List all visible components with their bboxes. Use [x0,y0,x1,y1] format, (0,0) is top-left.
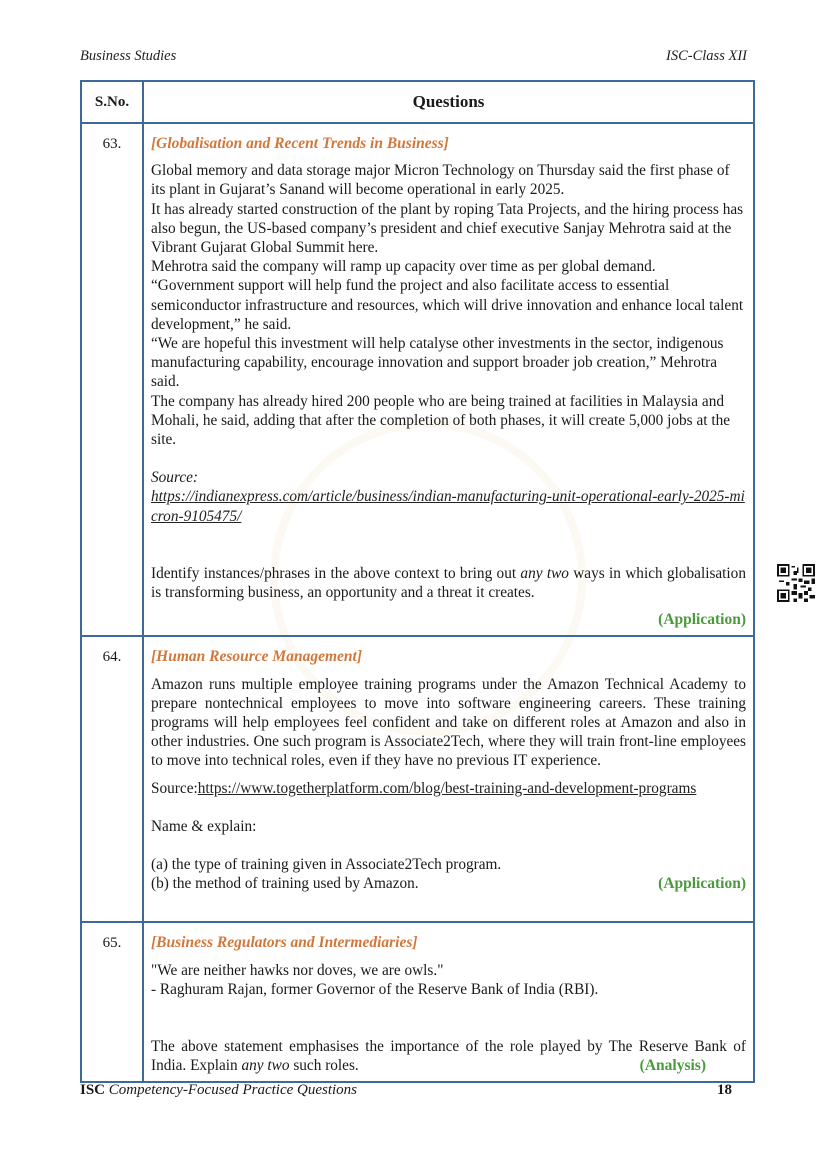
quote-attribution: - Raghuram Rajan, former Governor of the Reserve Bank of India (RBI). [151,980,599,998]
source-label: Source: [151,779,198,797]
table-row [81,123,754,636]
question-topic: [Globalisation and Recent Trends in Business] [151,135,449,152]
question-number: 64. [81,636,143,922]
column-header-questions: Questions [143,81,754,123]
question-topic: [Human Resource Management] [151,648,362,666]
source-link[interactable]: https://indianexpress.com/article/business/indian-manufacturing-unit-operational-early-2025-micron-9105475/ [151,488,745,525]
table-row [81,922,754,1082]
competency-tag: (Application) [658,611,746,629]
question-part-a: (a) the type of training given in Associate2Tech program. [151,856,502,874]
table-header-row [81,81,754,123]
passage-paragraph: Mehrotra said the company will ramp up capacity over time as per global demand. [151,258,656,276]
running-header-subject: Business Studies [80,48,177,64]
page-number: 18 [717,1082,732,1098]
question-text [151,1037,746,1075]
source-label: Source: [151,469,199,487]
question-text [151,564,746,602]
page-footer [80,1082,732,1099]
question-part-b: (b) the method of training used by Amazon. [151,875,419,893]
qr-code-icon[interactable] [777,563,815,603]
source-line [151,779,746,798]
question-cell [143,123,754,636]
table-row [81,636,754,922]
running-header-class: ISC-Class XII [666,48,747,64]
competency-tag: (Application) [658,875,746,893]
question-text-part: The above statement emphasises the importance of the role played by The Reserve Bank of India. Explain [151,1038,746,1075]
question-cell [143,922,754,1082]
question-number: 63. [81,123,143,636]
question-emphasis: any two [520,564,569,582]
passage-paragraph: Global memory and data storage major Micron Technology on Thursday said the first phase of its plant in Gujarat’s Sanand will become operational in early 2025. [151,162,730,199]
question-text-part: such roles. [289,1057,359,1075]
footer-doc-title: Competency-Focused Practice Questions [108,1082,358,1098]
competency-tag: (Analysis) [639,1057,706,1075]
passage-paragraph: It has already started construction of the plant by roping Tata Projects, and the hiring process has also begun, the US-based company’s president and chief executive Sanjay Mehrotra said at the Vibrant Gujarat Global Summit here. [151,200,744,257]
passage-paragraph: “We are hopeful this investment will help catalyse other investments in the sector, indigenous manufacturing capability, encourage innovation and support broader job creation,” Mehrotra said. [151,335,724,391]
source-link[interactable]: https://www.togetherplatform.com/blog/best-training-and-development-programs [197,779,697,797]
question-topic: [Business Regulators and Intermediaries] [151,934,418,952]
question-number: 65. [81,922,143,1082]
footer-title [80,1082,357,1099]
question-cell [143,636,754,922]
passage-paragraph: Amazon runs multiple employee training programs under the Amazon Technical Academy to prepare nontechnical employees to move into software engineering careers. These training programs will help employees feel confident and take on different roles at Amazon and also in other industries. One such program is Associate2Tech, where they will train front-line employees to move into technical roles, even if they have no previous IT experience. [151,675,746,770]
question-text-part: ways in which globalisation is transforming business, an opportunity and a threat it creates. [151,564,746,602]
question-text-part: Identify instances/phrases in the above context to bring out [151,564,521,582]
question-part-b-row [151,874,746,893]
questions-table [80,80,755,1083]
column-header-sno: S.No. [81,81,143,123]
footer-brand: ISC [80,1082,106,1098]
question-emphasis: any two [241,1057,290,1075]
passage-paragraph: “Government support will help fund the project and also facilitate access to essential semiconductor infrastructure and resources, which will drive innovation and enhance local talent development,” he said. [151,277,744,333]
instruction-text: Name & explain: [151,817,257,835]
quote-text: "We are neither hawks nor doves, we are owls." [151,961,444,979]
passage-paragraph: The company has already hired 200 people who are being trained at facilities in Malaysia and Mohali, he said, adding that after the completion of both phases, it will create 5,000 jobs at the site. [151,392,731,449]
